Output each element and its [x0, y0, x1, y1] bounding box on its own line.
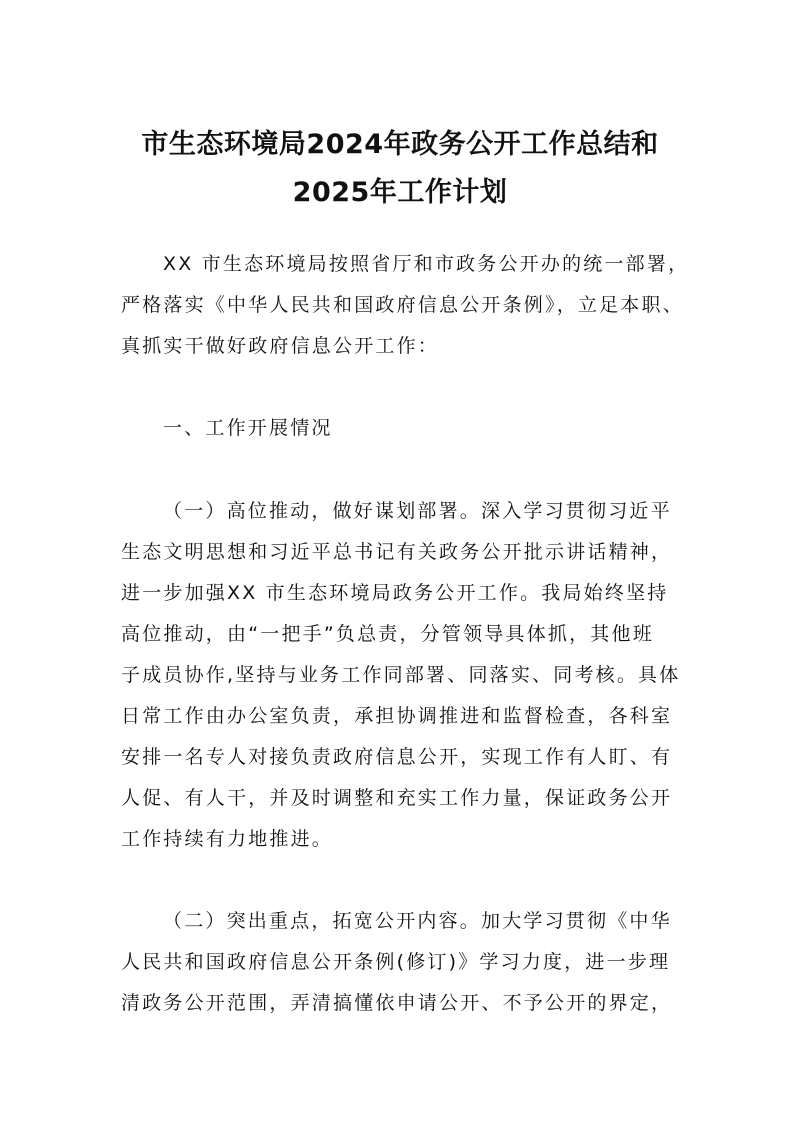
paragraph-1-line-4: 高位推动，由“一把手”负总责，分管领导具体抓，其他班	[121, 623, 654, 645]
paragraph-1-line-3: 进一步加强XX 市生态环境局政务公开工作。我局始终坚持	[121, 582, 669, 604]
paragraph-1-line-7: 安排一名专人对接负责政府信息公开，实现工作有人盯、有	[121, 746, 673, 768]
paragraph-1-line-6: 日常工作由办公室负责，承担协调推进和监督检查，各科室	[121, 705, 673, 727]
paragraph-1-line-1: （一）高位推动，做好谋划部署。深入学习贯彻习近平	[163, 500, 672, 522]
intro-line-3: 真抓实干做好政府信息公开工作：	[121, 335, 440, 357]
paragraph-1-line-2: 生态文明思想和习近平总书记有关政务公开批示讲话精神，	[121, 541, 673, 563]
document-title-line-2: 2025年工作计划	[292, 177, 508, 208]
intro-line-1: XX 市生态环境局按照省厅和市政务公开办的统一部署，	[163, 253, 690, 275]
paragraph-2-line-1: （二）突出重点，拓宽公开内容。加大学习贯彻《中华	[163, 910, 672, 932]
intro-line-2: 严格落实《中华人民共和国政府信息公开条例》，立足本职、	[121, 294, 684, 316]
paragraph-1-line-9: 工作持续有力地推进。	[121, 828, 334, 850]
paragraph-2-line-3: 清政务公开范围，弄清搞懂依申请公开、不予公开的界定，	[121, 992, 673, 1014]
section-heading: 一、工作开展情况	[163, 417, 333, 439]
paragraph-1-line-5: 子成员协作,坚持与业务工作同部署、同落实、同考核。具体	[121, 664, 681, 686]
paragraph-2-line-2: 人民共和国政府信息公开条例(修订)》学习力度，进一步理	[121, 951, 671, 973]
document-title-line-1: 市生态环境局2024年政务公开工作总结和	[141, 129, 659, 160]
paragraph-1-line-8: 人促、有人干，并及时调整和充实工作力量，保证政务公开	[121, 787, 673, 809]
